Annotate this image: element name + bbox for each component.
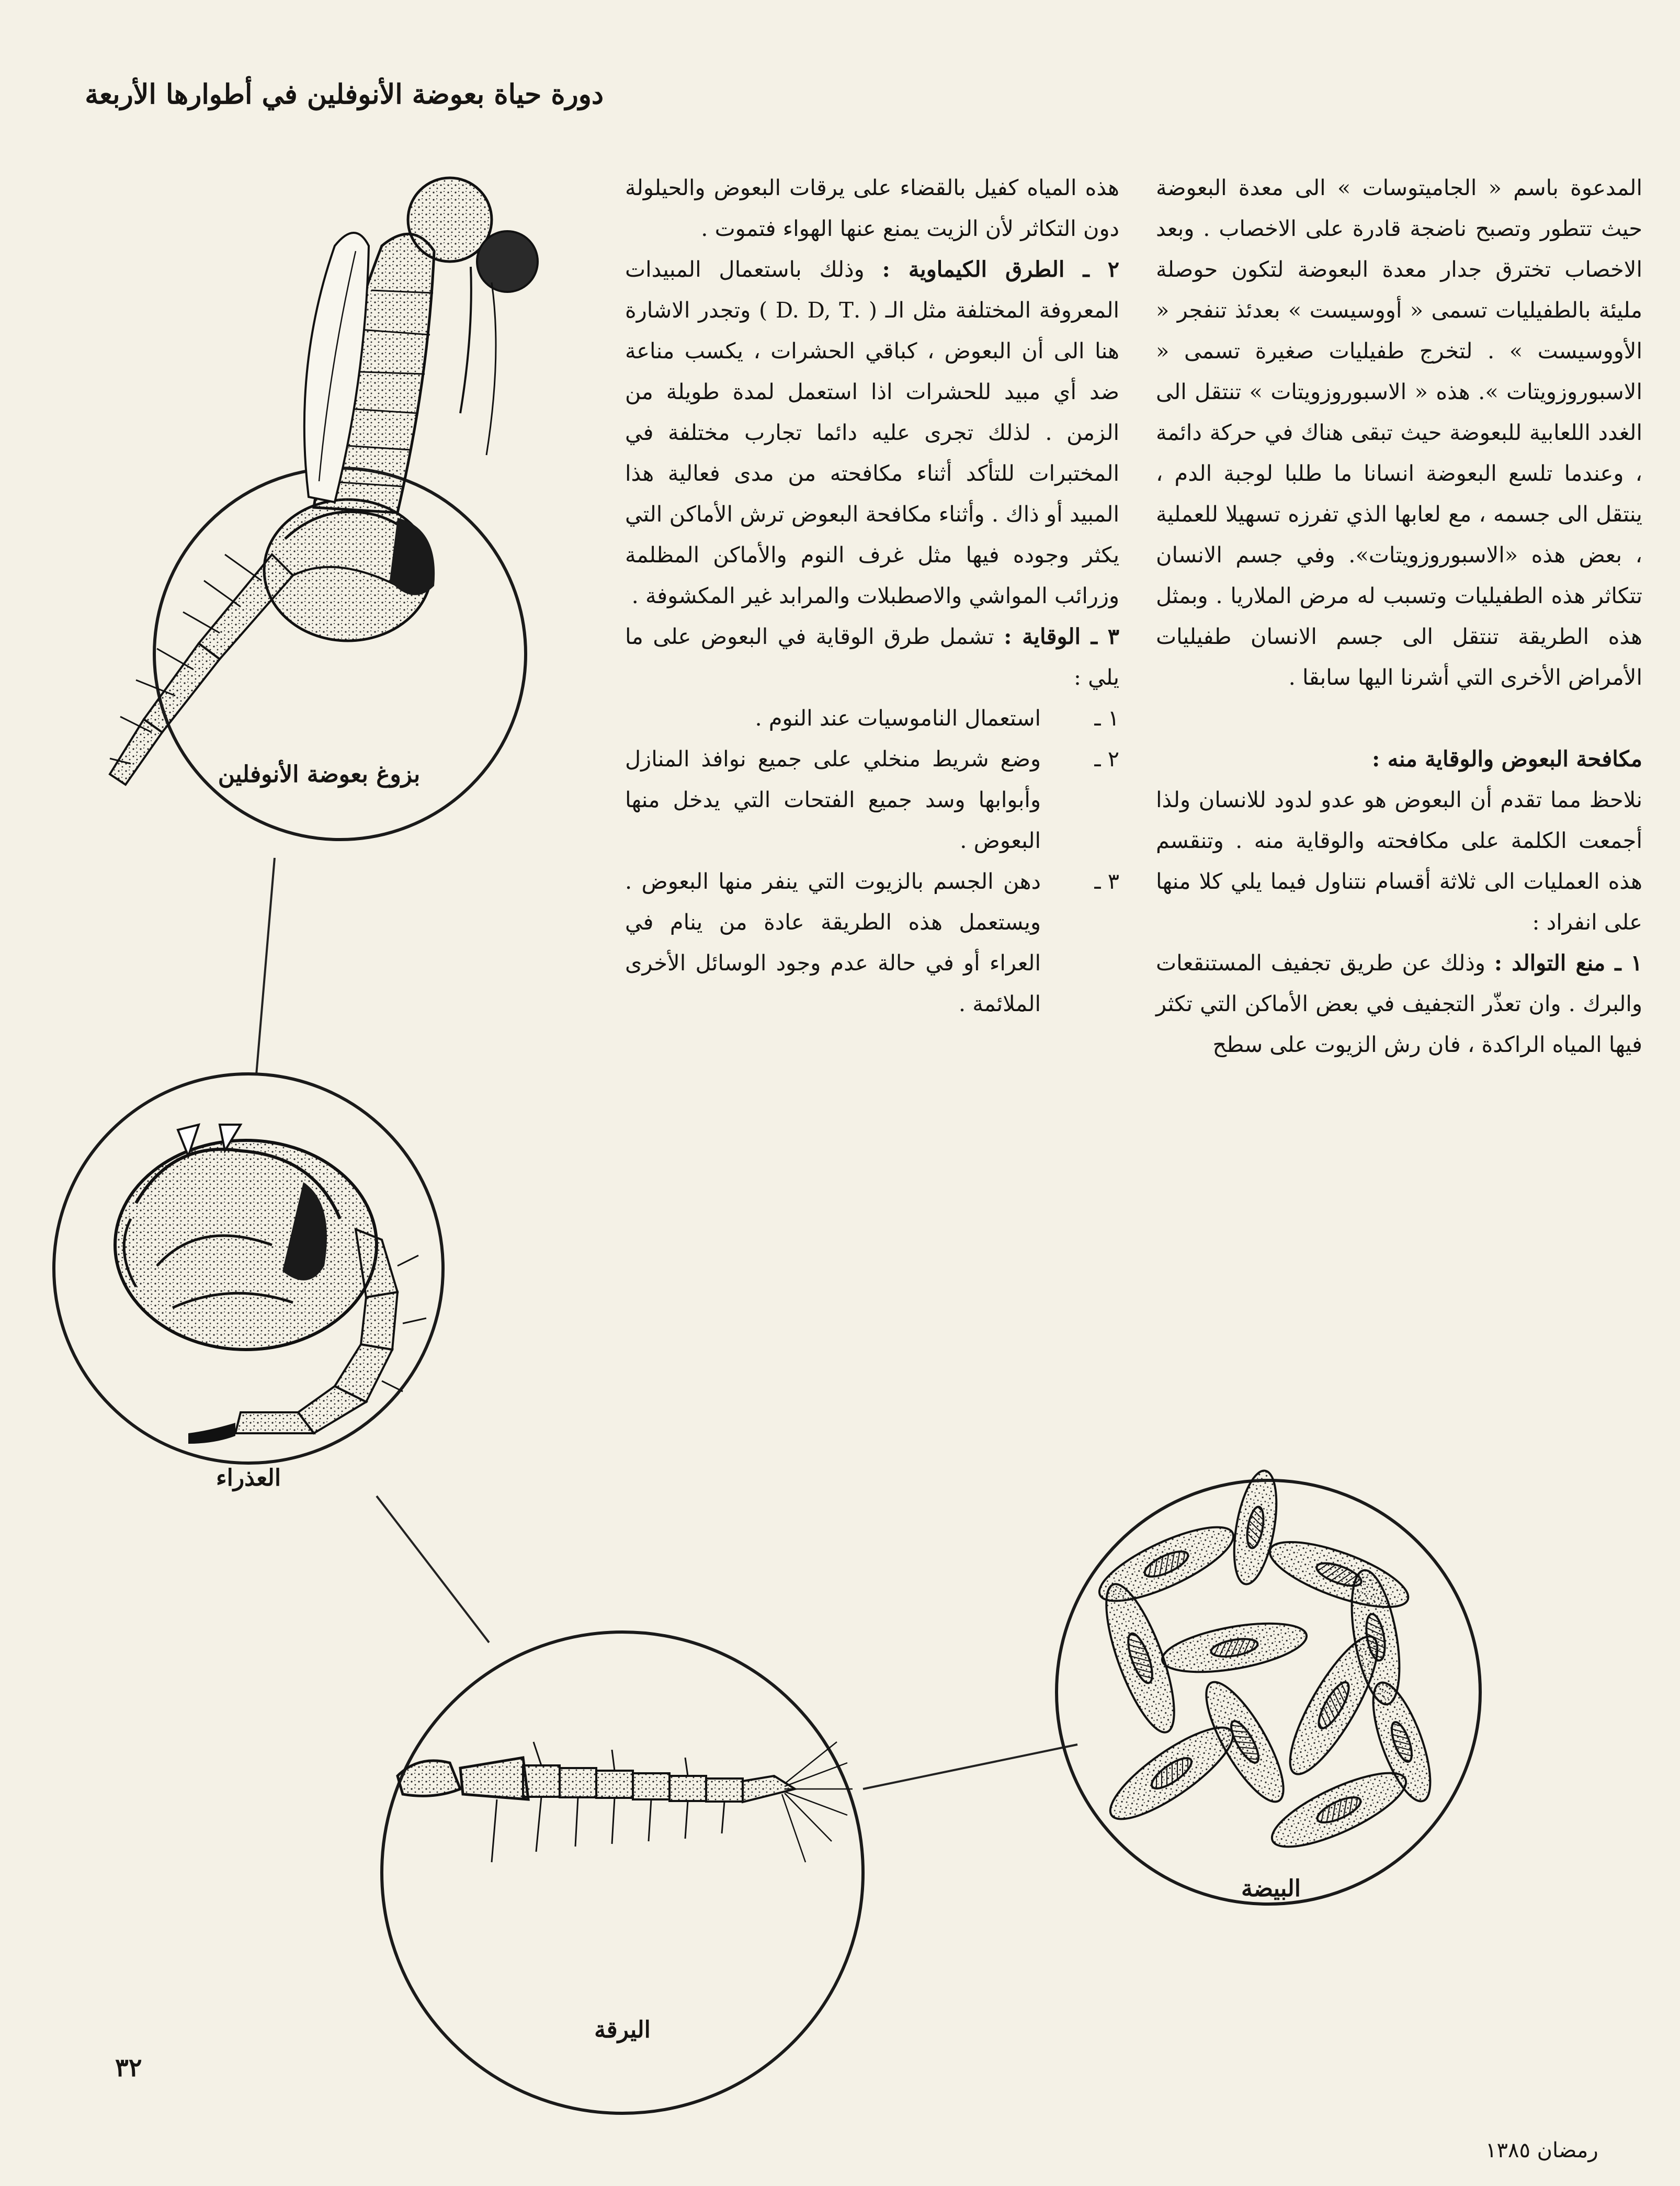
subheading-chemical-methods: ٢ ـ الطرق الكيماوية : bbox=[882, 256, 1119, 282]
page-title: دورة حياة بعوضة الأنوفلين في أطوارها الأربعة bbox=[85, 78, 604, 110]
subheading-prevention: ٣ ـ الوقاية : bbox=[1004, 624, 1119, 649]
list-item-number: ٣ ـ bbox=[1094, 868, 1119, 894]
text-chemical-methods: وذلك باستعمال المبيدات المعروفة المختلفة مثل الـ ( .D. D, T ) وتجدر الاشارة هنا الى أن البعوض ، كباقي الحشرات ، يكسب مناعة ضد أي مبيد للحشرات اذا استعمل لمدة طويلة من الزمن . لذلك تجرى عليه دائما تجارب مختلفة في المختبرات للتأكد أثناء مكافحته من مدى فعالية هذا المبيد أو ذاك . وأثناء مكافحة البعوض ترش الأماكن التي يكثر وجوده فيها مثل غرف النوم والأماكن المظلمة وزرائب المواشي والاصطبلات والمرابد غير المكشوفة . bbox=[625, 256, 1119, 608]
caption-larva: اليرقة bbox=[594, 2017, 651, 2043]
eggs-illustration bbox=[1091, 1467, 1441, 1861]
paragraph-prevent-breeding bbox=[1156, 943, 1642, 1065]
list-item-text: استعمال الناموسيات عند النوم . bbox=[755, 705, 1041, 731]
list-item-text: وضع شريط منخلي على جميع نوافذ المنازل وأبوابها وسد جميع الفتحات التي يدخل منها البعوض . bbox=[625, 746, 1041, 853]
section-heading-mosquito-control: مكافحة البعوض والوقاية منه : bbox=[1371, 746, 1642, 772]
list-item-text: دهن الجسم بالزيوت التي ينفر منها البعوض . ويستعمل هذه الطريقة عادة من ينام في العراء أو في حالة عدم وجود الوسائل الأخرى الملائمة . bbox=[625, 868, 1041, 1016]
article-column-right bbox=[1156, 167, 1642, 1065]
caption-adult: بزوغ بعوضة الأنوفلين bbox=[218, 761, 421, 788]
egg-stage bbox=[1057, 1467, 1480, 1904]
paragraph-chemical-methods bbox=[625, 249, 1119, 616]
paragraph-prevention bbox=[625, 616, 1119, 698]
pupa-illustration bbox=[115, 1125, 426, 1444]
issue-date: رمضان ١٣٨٥ bbox=[1485, 2138, 1598, 2162]
page-number: ٣٢ bbox=[115, 2053, 142, 2082]
adult-emergence-stage bbox=[110, 178, 538, 840]
subheading-prevent-breeding: ١ ـ منع التوالد : bbox=[1494, 950, 1643, 976]
adult-mosquito-illustration bbox=[110, 178, 538, 785]
paragraph-control-intro: نلاحظ مما تقدم أن البعوض هو عدو لدود للانسان ولذا أجمعت الكلمة على مكافحته والوقاية منه . وتنقسم هذه العمليات الى ثلاثة أقسام نتناول فيما يلي كلا منها على انفراد : bbox=[1156, 787, 1642, 935]
article-column-left bbox=[625, 167, 1119, 1024]
list-item-number: ١ ـ bbox=[1094, 705, 1119, 731]
caption-pupa: العذراء bbox=[215, 1465, 281, 1491]
caption-egg: البيضة bbox=[1241, 1875, 1301, 1902]
pupa-stage bbox=[54, 1074, 443, 1463]
paragraph-oil-spraying: هذه المياه كفيل بالقضاء على يرقات البعوض والحيلولة دون التكاثر لأن الزيت يمنع عنها الهواء فتموت . bbox=[625, 175, 1119, 241]
text-prevention: تشمل طرق الوقاية في البعوض على ما يلي : bbox=[625, 624, 1119, 690]
list-item-number: ٢ ـ bbox=[1094, 746, 1119, 772]
list-item bbox=[625, 861, 1119, 1024]
paragraph-parasite-cycle: المدعوة باسم « الجاميتوسات » الى معدة البعوضة حيث تتطور وتصبح ناضجة قادرة على الاخصاب . وبعد الاخصاب تخترق جدار معدة البعوضة لتكون حوصلة مليئة بالطفيليات تسمى « أووسيست » بعدئذ تنفجر « الأووسيست » . لتخرج طفيليات صغيرة تسمى « الاسبوروزويتات ». هذه « الاسبوروزويتات » تنتقل الى الغدد اللعابية للبعوضة حيث تبقى هناك في حركة دائمة ، وعندما تلسع البعوضة انسانا ما طلبا لوجبة الدم ، ينتقل الى جسمه ، مع لعابها الذي تفرزه تسهيلا للعملية ، بعض هذه «الاسبوروزويتات». وفي جسم الانسان تتكاثر هذه الطفيليات وتسبب له مرض الملاريا . وبمثل هذه الطريقة تنتقل الى جسم الانسان طفيليات الأمراض الأخرى التي أشرنا اليها سابقا . bbox=[1156, 175, 1642, 690]
larva-illustration bbox=[398, 1742, 853, 1862]
text-prevent-breeding: وذلك عن طريق تجفيف المستنقعات والبرك . وان تعذّر التجفيف في بعض الأماكن التي تكثر فيها المياه الراكدة ، فان رش الزيوت على سطح bbox=[1156, 950, 1642, 1057]
list-item bbox=[625, 698, 1119, 739]
list-item bbox=[625, 739, 1119, 861]
